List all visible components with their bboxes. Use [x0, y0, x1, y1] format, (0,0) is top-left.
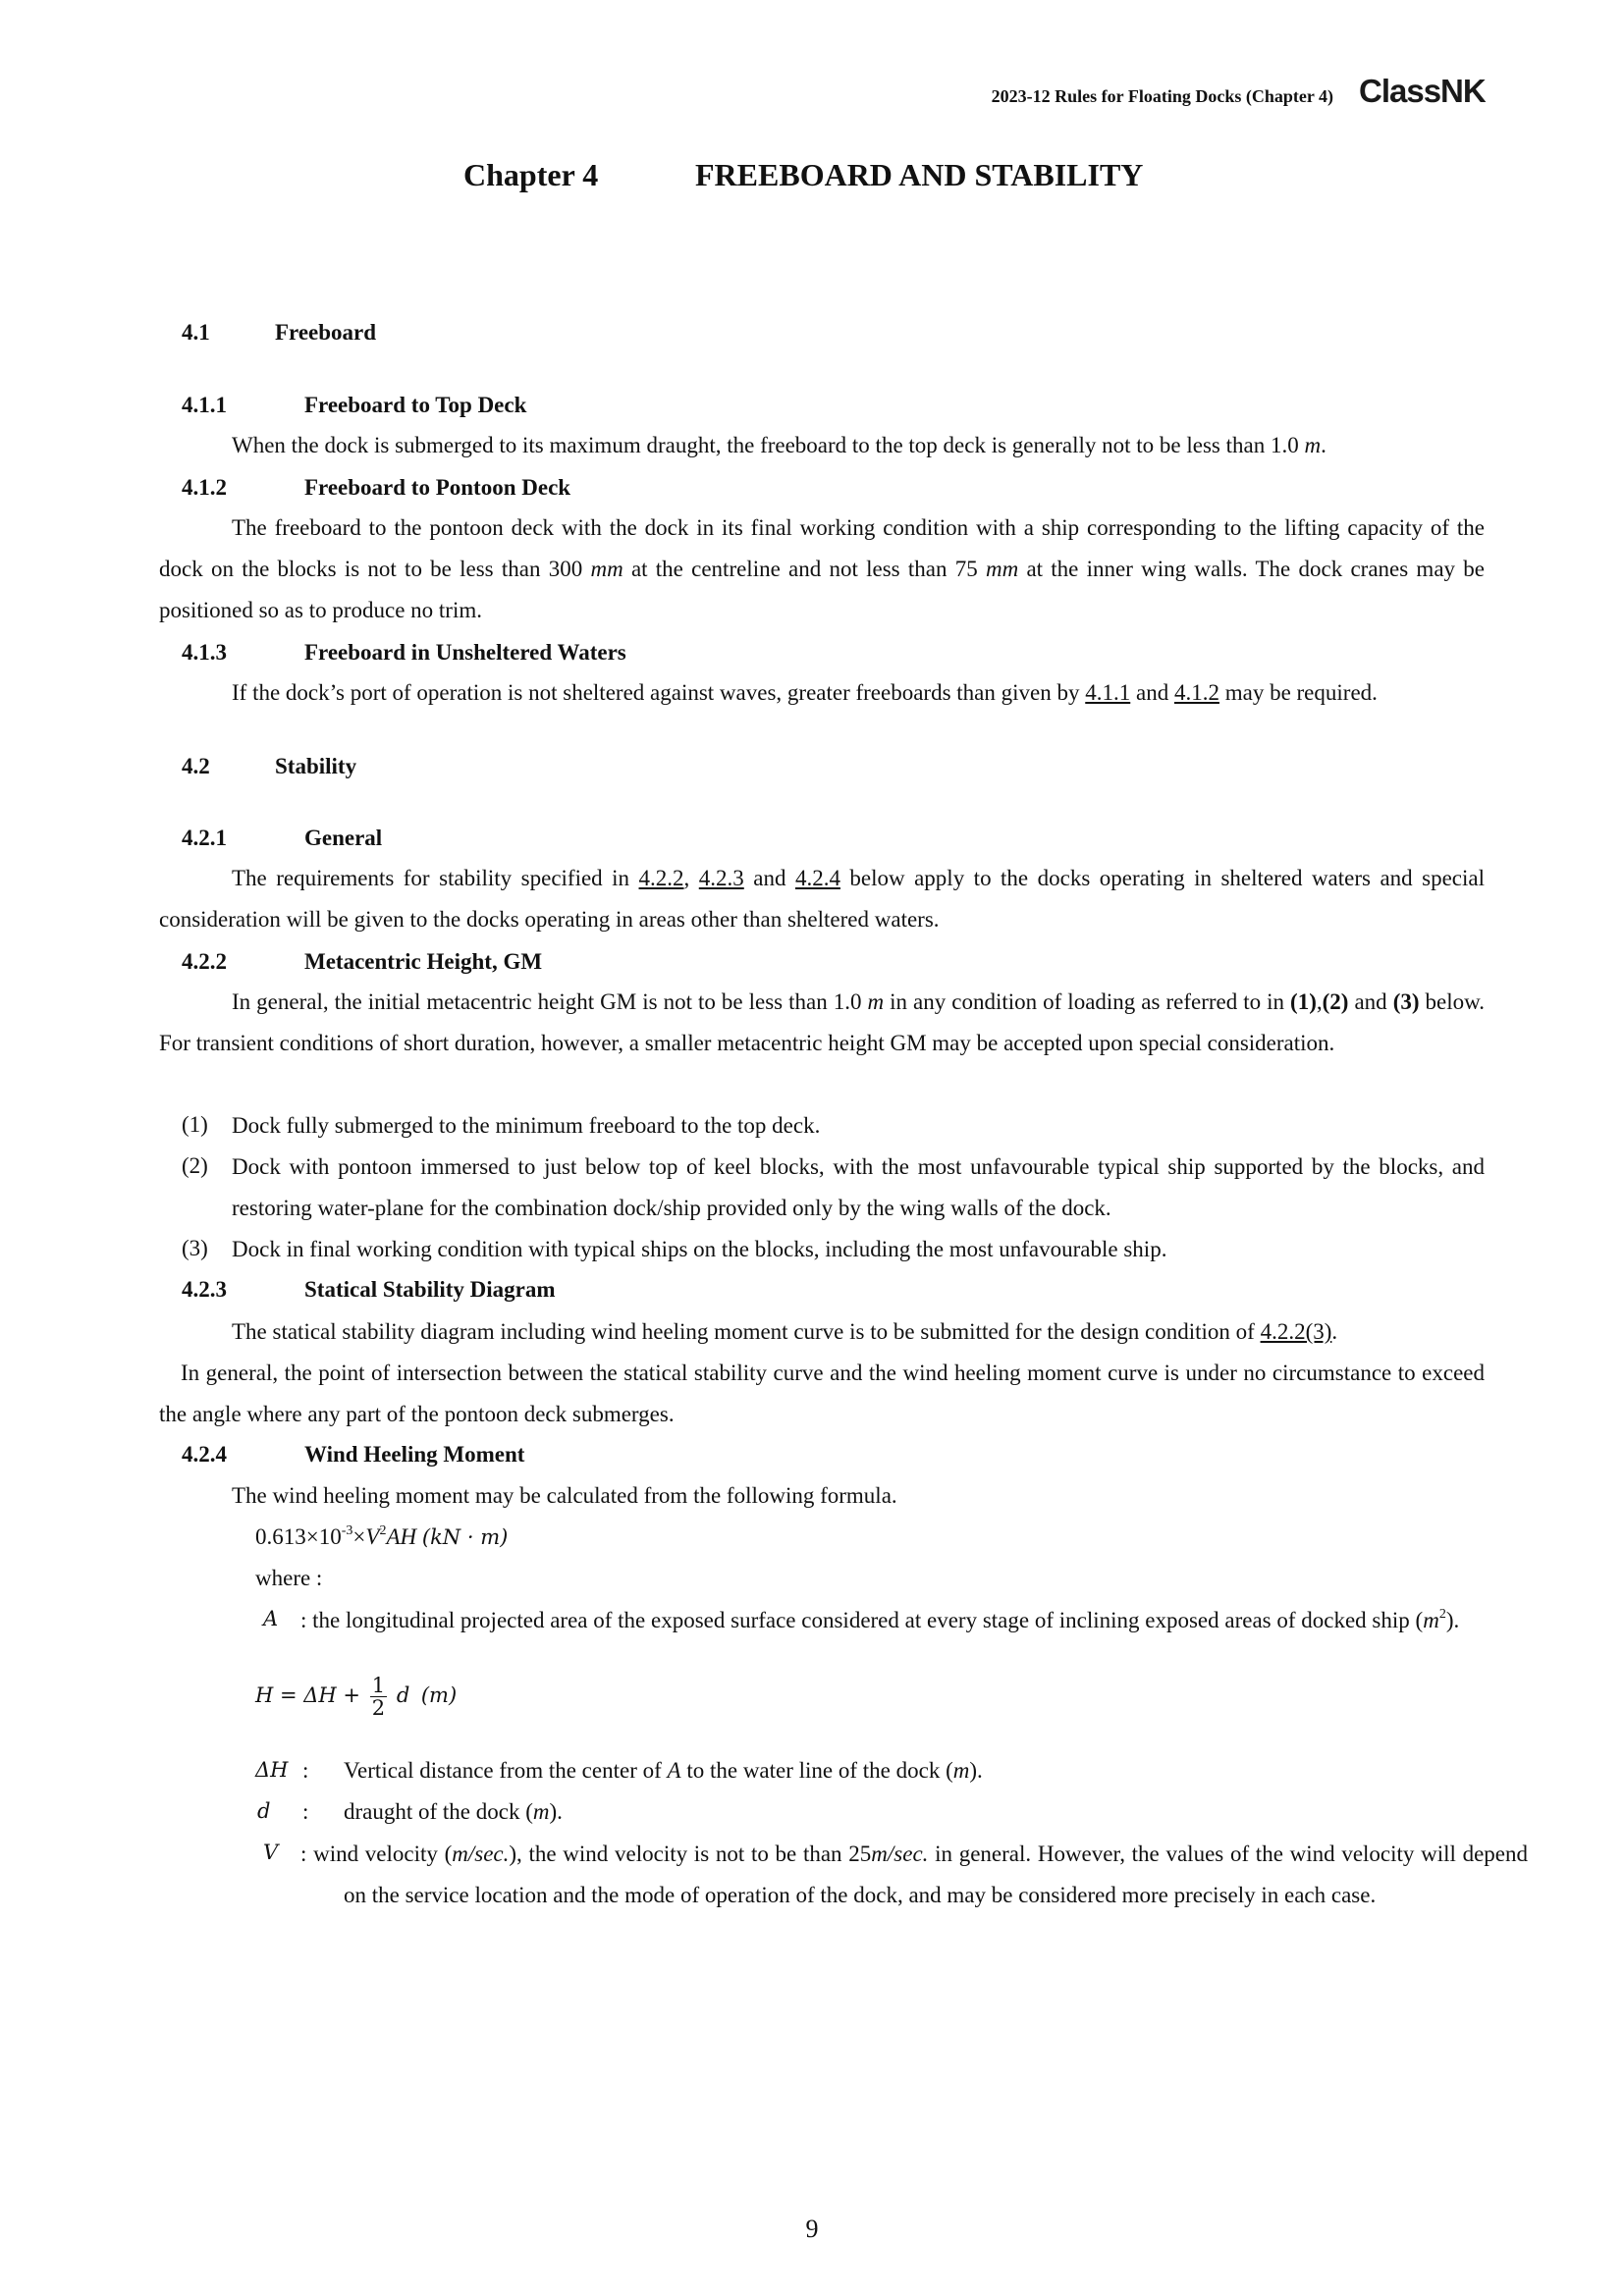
paragraph: In general, the point of intersection between the statical stability curve and the wind heeling moment curve is under no circumstance to exceed the angle where any part of the pontoon deck submerges.	[159, 1361, 1485, 1426]
definition: : the longitudinal projected area of the exposed surface considered at every stage of inclining exposed areas of docked ship $(m^2)$.	[300, 1607, 1460, 1632]
subsection-title: Wind Heeling Moment	[304, 1442, 525, 1467]
subsection-number: 4.2.2	[182, 949, 227, 974]
h-formula: H = ΔH + $\frac{1}{2}$ d (m)	[255, 1674, 458, 1720]
subsection-title: Freeboard to Pontoon Deck	[304, 475, 571, 500]
symbol: A	[263, 1607, 279, 1630]
symbol: ΔH	[255, 1758, 289, 1782]
subsection-title: General	[304, 826, 383, 850]
paragraph: The statical stability diagram including wind heeling moment curve is to be submitted for the design condition of 4.2.2(3).	[232, 1319, 1338, 1344]
list-item: Dock fully submerged to the minimum freeboard to the top deck.	[232, 1113, 821, 1138]
subsection-number: 4.2.4	[182, 1442, 227, 1467]
section-title: Freeboard	[275, 320, 377, 345]
cross-reference-link[interactable]: 4.2.2(3)	[1260, 1319, 1332, 1344]
subsection-title: Freeboard in Unsheltered Waters	[304, 640, 626, 665]
paragraph: In general, the initial metacentric height GM is not to be less than 1.0 m in any condition of loading as referred to in (1),(2) and (3) below. For transient conditions of short duration, however, a smaller metacentric height GM may be accepted upon special consideration.	[159, 989, 1485, 1055]
section-number: 4.2	[182, 754, 210, 778]
definition: Vertical distance from the center of A to the water line of the dock (m).	[344, 1758, 983, 1783]
subsection-title: Metacentric Height, GM	[304, 949, 543, 974]
symbol: d	[257, 1799, 271, 1823]
subsection-number: 4.2.3	[182, 1277, 227, 1302]
cross-reference-link[interactable]: 4.2.2	[638, 866, 684, 890]
subsection-title: Freeboard to Top Deck	[304, 393, 527, 417]
paragraph: The wind heeling moment may be calculated from the following formula.	[232, 1483, 897, 1508]
subsection-title: Statical Stability Diagram	[304, 1277, 556, 1302]
list-item-label: (2)	[182, 1153, 208, 1178]
chapter-title: FREEBOARD AND STABILITY	[695, 157, 1144, 192]
classnk-logo: ClassNK	[1359, 73, 1486, 109]
formula: $0.613\times 10^{-3}\times V^2AH$ (kN · m)	[255, 1523, 509, 1549]
chapter-number: Chapter 4	[463, 157, 599, 192]
colon: :	[302, 1758, 309, 1783]
paragraph: The freeboard to the pontoon deck with the dock in its final working condition with a ship corresponding to the lifting capacity of the dock on the blocks is not to be less than 300 mm at the centreline and not less than 75 mm at the inner wing walls. The dock cranes may be positioned so as to produce no trim.	[159, 515, 1485, 622]
paragraph: The requirements for stability specified in 4.2.2, 4.2.3 and 4.2.4 below apply to the docks operating in sheltered waters and special consideration will be given to the docks operating in areas other than sheltered waters.	[159, 866, 1485, 932]
list-item: Dock in final working condition with typical ships on the blocks, including the most unfavourable ship.	[232, 1237, 1167, 1261]
subsection-number: 4.1.2	[182, 475, 227, 500]
paragraph: When the dock is submerged to its maximum draught, the freeboard to the top deck is generally not to be less than 1.0 m.	[232, 433, 1326, 457]
subsection-number: 4.1.1	[182, 393, 227, 417]
cross-reference-link[interactable]: 4.2.3	[698, 866, 744, 890]
cross-reference-link[interactable]: 4.1.1	[1085, 680, 1131, 705]
cross-reference-link[interactable]: 4.2.4	[794, 866, 840, 890]
page-number: 9	[805, 2215, 819, 2243]
list-item: Dock with pontoon immersed to just below top of keel blocks, with the most unfavourable typical ship supported by the blocks, and restoring water-plane for the combination dock/ship provided only by the wing walls of the dock.	[232, 1154, 1485, 1220]
symbol: V	[263, 1841, 279, 1864]
running-header: 2023-12 Rules for Floating Docks (Chapter 4)	[991, 86, 1333, 106]
paragraph: If the dock’s port of operation is not sheltered against waves, greater freeboards than given by 4.1.1 and 4.1.2 may be required.	[232, 680, 1378, 705]
list-item-label: (3)	[182, 1236, 208, 1260]
section-title: Stability	[275, 754, 357, 778]
definition: draught of the dock (m).	[344, 1799, 563, 1824]
definition: : wind velocity (m/sec.), the wind velocity is not to be than 25m/sec. in general. However, the values of the wind velocity will depend on the service location and the mode of operation of the dock, and may be considered more precisely in each case.	[300, 1842, 1529, 1907]
list-item-label: (1)	[182, 1112, 208, 1137]
colon: :	[302, 1799, 309, 1824]
subsection-number: 4.2.1	[182, 826, 227, 850]
cross-reference-link[interactable]: 4.1.2	[1173, 680, 1219, 705]
subsection-number: 4.1.3	[182, 640, 227, 665]
section-number: 4.1	[182, 320, 210, 345]
where-label: where :	[255, 1566, 323, 1590]
